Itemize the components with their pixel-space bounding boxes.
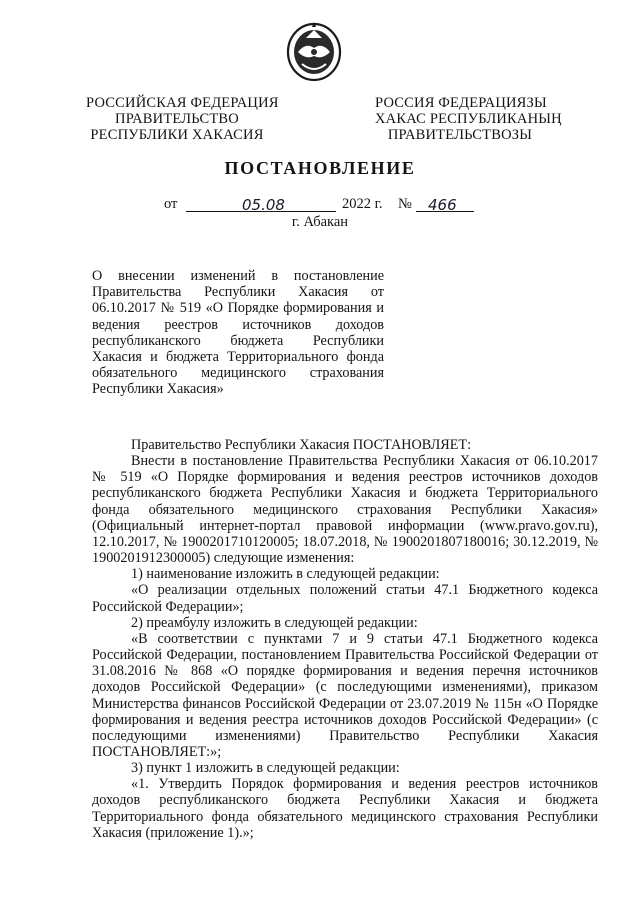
header-left-line-3: РЕСПУБЛИКИ ХАКАСИЯ (90, 127, 264, 143)
header-right-line-3: ПРАВИТЕЛЬСТВОЗЫ (387, 127, 533, 143)
paragraph-item-1-text: «О реализации отдельных положений статьи 47.1 Бюджетного кодекса Российской Федерации»; (92, 582, 598, 615)
paragraph-preamble: Правительство Республики Хакасия ПОСТАНОВЛЯЕТ: (131, 437, 472, 453)
date-underline (186, 196, 336, 212)
paragraph-amend-intro: Внести в постановление Правительства Республики Хакасия от 06.10.2017 № 519 «О Порядке формирования и ведения реестров источников доходов республиканского бюджета Республики Хакасия и бюджета Территориального фонда обязательного медицинского страхования Республики Хакасия» (Официальный интернет-портал правовой информации (www.pravo.gov.ru), 12.10.2017, № 1900201710120005; 18.07.2018, № 1900201807180016; 30.12.2019, № 1900201912300005) следующие изменения: (92, 453, 598, 567)
header-right-block (375, 95, 562, 143)
number-underline (416, 196, 474, 212)
header-left-line-2: ПРАВИТЕЛЬСТВО (115, 111, 239, 127)
document-subject: О внесении изменений в постановление Правительства Республики Хакасия от 06.10.2017 № 519 «О Порядке формирования и ведения реестров источников доходов республиканского бюджета Республики Хакасия и бюджета Территориального фонда обязательного медицинского страхования Республики Хакасия» (92, 268, 384, 398)
header-right-line-2: ХАКАС РЕСПУБЛИКАНЫҢ (375, 111, 562, 127)
paragraph-item-1: 1) наименование изложить в следующей редакции: (131, 566, 440, 583)
header-left-line-1: РОССИЙСКАЯ ФЕДЕРАЦИЯ (86, 95, 279, 111)
date-handwritten: 05.08 (242, 196, 285, 214)
paragraph-item-3: 3) пункт 1 изложить в следующей редакции: (131, 760, 400, 777)
header-left-block (86, 95, 279, 143)
paragraph-item-2-text: «В соответствии с пунктами 7 и 9 статьи 47.1 Бюджетного кодекса Российской Федерации, постановлением Правительства Российской Федерации от 31.08.2016 № 868 «О порядке формирования и ведения перечня источников доходов Российской Федерации» (с последующими изменениями), приказом Министерства финансов Российской Федерации от 23.07.2019 № 115н «О Порядке формирования и ведения реестра источников доходов Российской Федерации» (с последующими изменениями) Правительство Республики Хакасия ПОСТАНОВЛЯЕТ:»; (92, 630, 598, 760)
header-right-line-1: РОССИЯ ФЕДЕРАЦИЯЗЫ (375, 95, 547, 111)
document-type-title: ПОСТАНОВЛЕНИЕ (224, 158, 416, 178)
coat-of-arms-emblem (284, 18, 344, 84)
city-label: г. Абакан (291, 214, 349, 230)
paragraph-item-3-text: «1. Утвердить Порядок формирования и ведения реестров источников доходов республиканского бюджета Республики Хакасия и бюджета Территориального фонда обязательного медицинского страхования Республики Хакасия (приложение 1).»; (92, 776, 598, 841)
from-label: от (164, 196, 178, 212)
year-label: 2022 г. (342, 196, 383, 212)
paragraph-item-2: 2) преамбулу изложить в следующей редакции: (131, 614, 418, 631)
number-label: № (398, 196, 412, 212)
document-body (92, 437, 598, 841)
number-handwritten: 466 (428, 196, 457, 214)
